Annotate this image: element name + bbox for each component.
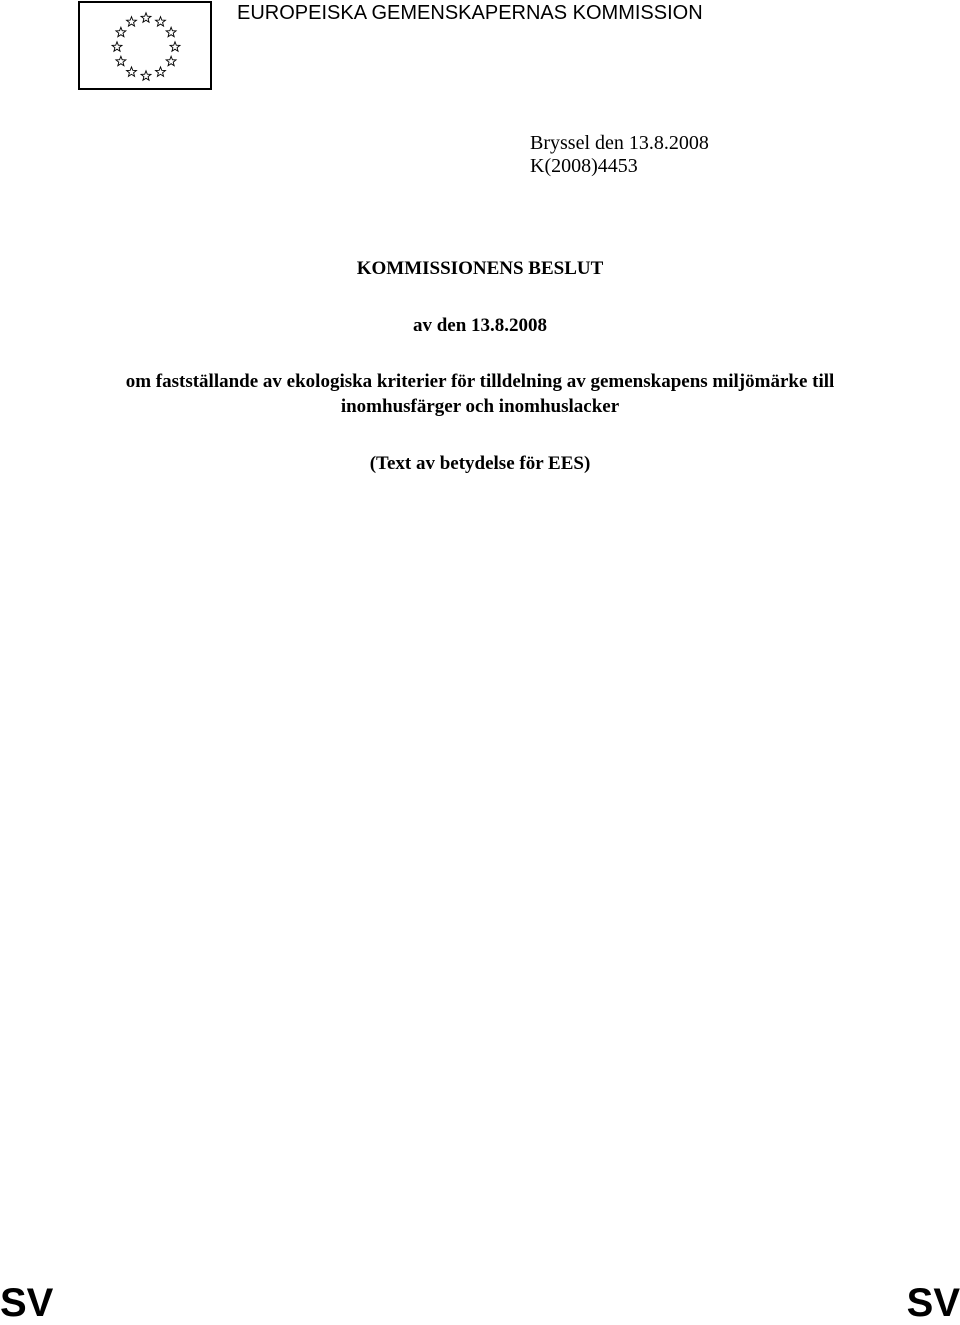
star-icon [112, 42, 122, 51]
star-icon [156, 67, 166, 76]
document-type: KOMMISSIONENS BESLUT [356, 258, 604, 279]
star-icon [166, 56, 176, 65]
eu-star-circle [80, 3, 210, 88]
document-date: av den 13.8.2008 [412, 315, 548, 336]
star-icon [156, 17, 166, 26]
document-title-line-1: om fastställande av ekologiska kriterier för tilldelning av gemenskapens miljömärke till [125, 371, 835, 392]
star-icon [141, 71, 151, 80]
star-icon [127, 17, 137, 26]
star-icon [116, 56, 126, 65]
star-icon [166, 27, 176, 36]
star-icon [141, 13, 151, 22]
star-icon [127, 67, 137, 76]
star-icon [170, 42, 180, 51]
star-icon [116, 27, 126, 36]
place-date: Bryssel den 13.8.2008 [530, 132, 709, 154]
eu-flag-icon [78, 1, 212, 90]
institution-name: EUROPEISKA GEMENSKAPERNAS KOMMISSION [237, 2, 703, 24]
language-code-right: SV [906, 1281, 960, 1325]
document-reference: K(2008)4453 [530, 155, 638, 177]
document-title-line-2: inomhusfärger och inomhuslacker [340, 396, 620, 417]
eea-relevance-note: (Text av betydelse för EES) [369, 453, 591, 474]
language-code-left: SV [0, 1281, 54, 1325]
